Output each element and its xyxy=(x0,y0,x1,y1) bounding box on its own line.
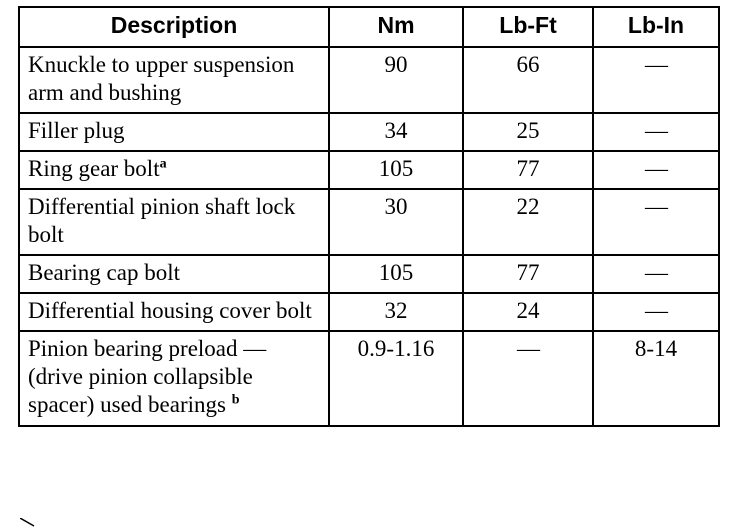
cell-nm: 34 xyxy=(329,113,463,151)
cell-lb-ft: — xyxy=(463,331,593,425)
footnote-marker: a xyxy=(159,156,167,172)
cell-lb-ft: 24 xyxy=(463,293,593,331)
column-header-lb-ft: Lb-Ft xyxy=(463,7,593,47)
cell-nm: 0.9-1.16 xyxy=(329,331,463,425)
column-header-lb-in: Lb-In xyxy=(593,7,719,47)
description-text: Pinion bearing preload — (drive pinion collapsible spacer) used bearings xyxy=(28,336,267,418)
cell-lb-ft: 66 xyxy=(463,47,593,113)
description-text: Filler plug xyxy=(28,118,125,144)
torque-specification-table xyxy=(18,6,720,427)
description-text: Differential pinion shaft lock bolt xyxy=(28,194,296,248)
column-header-nm: Nm xyxy=(329,7,463,47)
cell-lb-in: 8-14 xyxy=(593,331,719,425)
column-header-description: Description xyxy=(19,7,329,47)
description-text: Differential housing cover bolt xyxy=(28,298,312,324)
table-header-row xyxy=(19,7,719,47)
cell-lb-in: — xyxy=(593,255,719,293)
table-row xyxy=(19,151,719,189)
page-edge-mark xyxy=(20,518,40,528)
cell-lb-in: — xyxy=(593,189,719,255)
cell-lb-ft: 22 xyxy=(463,189,593,255)
cell-lb-ft: 77 xyxy=(463,255,593,293)
table-row xyxy=(19,113,719,151)
cell-description xyxy=(19,189,329,255)
table-row xyxy=(19,293,719,331)
cell-lb-ft: 25 xyxy=(463,113,593,151)
cell-nm: 105 xyxy=(329,255,463,293)
cell-description xyxy=(19,113,329,151)
cell-nm: 32 xyxy=(329,293,463,331)
description-text: Ring gear bolt xyxy=(28,156,160,182)
cell-description xyxy=(19,151,329,189)
cell-description xyxy=(19,255,329,293)
description-text: Knuckle to upper suspension arm and bushing xyxy=(28,52,295,106)
cell-lb-in: — xyxy=(593,47,719,113)
cell-description xyxy=(19,47,329,113)
table-body xyxy=(19,47,719,426)
cell-description xyxy=(19,331,329,425)
cell-nm: 30 xyxy=(329,189,463,255)
cell-lb-ft: 77 xyxy=(463,151,593,189)
cell-nm: 105 xyxy=(329,151,463,189)
description-text: Bearing cap bolt xyxy=(28,260,181,286)
cell-lb-in: — xyxy=(593,293,719,331)
cell-lb-in: — xyxy=(593,151,719,189)
cell-lb-in: — xyxy=(593,113,719,151)
cell-nm: 90 xyxy=(329,47,463,113)
table-row xyxy=(19,47,719,113)
table-row xyxy=(19,255,719,293)
table-row xyxy=(19,189,719,255)
cell-description xyxy=(19,293,329,331)
table-header xyxy=(19,7,719,47)
footnote-marker: b xyxy=(231,392,240,408)
table-row xyxy=(19,331,719,425)
